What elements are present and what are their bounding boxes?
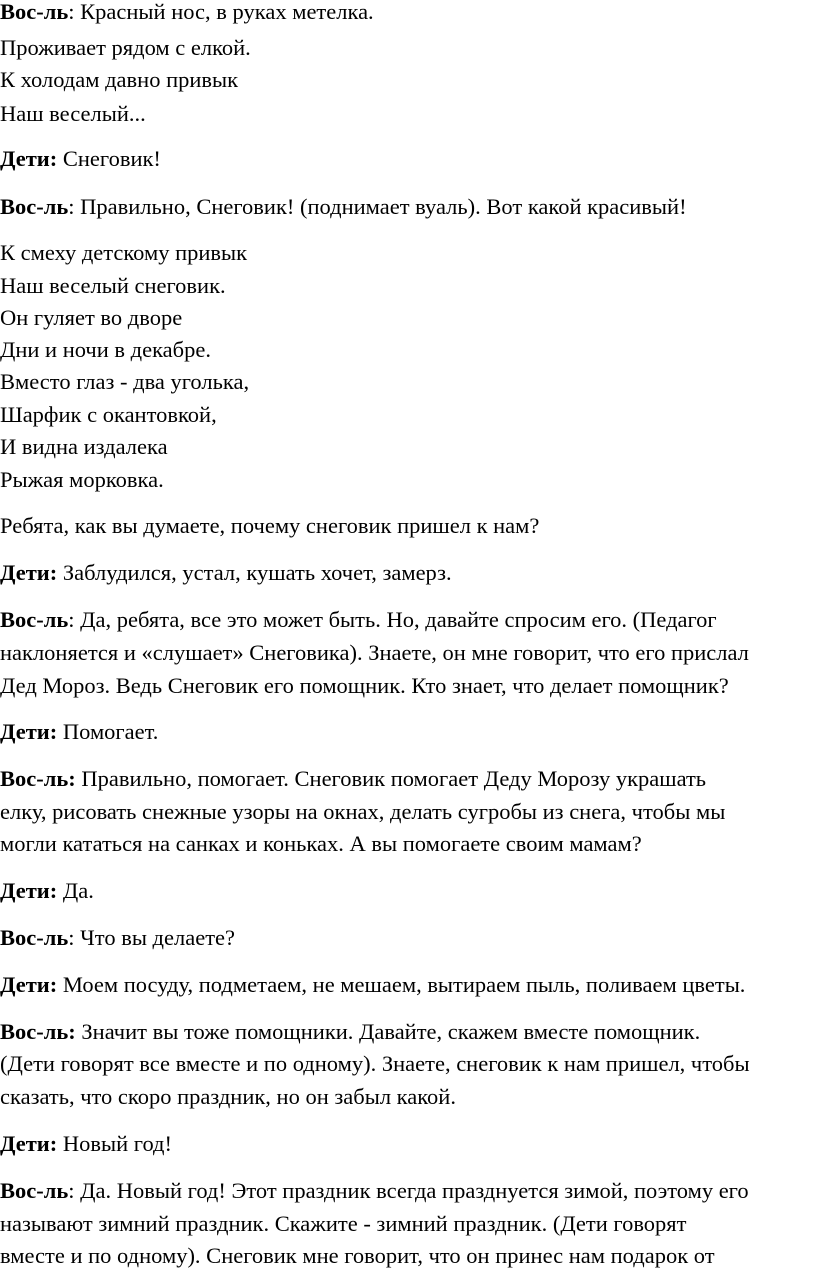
paragraph-line xyxy=(0,1049,750,1079)
speaker-label: Дети: xyxy=(0,146,58,171)
line-text: Наш веселый... xyxy=(0,101,146,126)
line-text: Да. Новый год! Этот праздник всегда празднуется зимой, поэтому его xyxy=(74,1178,749,1203)
line-text: Шарфик с окантовкой, xyxy=(0,402,217,427)
speaker-colon: : xyxy=(68,925,75,950)
speaker-label: Вос-ль xyxy=(0,194,69,219)
line-text: Проживает рядом с елкой. xyxy=(0,35,251,60)
line-text: И видна издалека xyxy=(0,434,168,459)
line-text: Помогает. xyxy=(57,719,159,744)
speaker-label: Вос-ль xyxy=(0,0,69,24)
paragraph-line xyxy=(0,465,164,495)
line-text: Дед Мороз. Ведь Снеговик его помощник. Кто знает, что делает помощник? xyxy=(0,673,729,698)
line-text: Вместо глаз - два уголька, xyxy=(0,369,250,394)
paragraph-line xyxy=(0,829,642,859)
line-text: Моем посуду, подметаем, не мешаем, вытираем пыль, поливаем цветы. xyxy=(57,972,746,997)
speaker-label: Дети: xyxy=(0,1131,58,1156)
paragraph-line xyxy=(0,638,749,668)
line-text: Дни и ночи в декабре. xyxy=(0,337,211,362)
line-text: наклоняется и «слушает» Снеговика). Знаете, он мне говорит, что его прислал xyxy=(0,640,749,665)
paragraph-line xyxy=(0,717,158,747)
paragraph-line xyxy=(0,511,539,541)
paragraph-line xyxy=(0,238,247,268)
paragraph-line xyxy=(0,33,251,63)
line-text: Что вы делаете? xyxy=(74,925,235,950)
line-text: К холодам давно привык xyxy=(0,67,239,92)
line-text: Красный нос, в руках метелка. xyxy=(74,0,374,24)
paragraph-line xyxy=(0,0,374,27)
speaker-label: Вос-ль xyxy=(0,925,69,950)
speaker-colon: : xyxy=(68,607,75,632)
line-text: Правильно, помогает. Снеговик помогает Деду Морозу украшать xyxy=(75,766,707,791)
speaker-label: Дети: xyxy=(0,560,58,585)
line-text: сказать, что скоро праздник, но он забыл какой. xyxy=(0,1084,456,1109)
paragraph-line xyxy=(0,764,706,794)
line-text: могли кататься на санках и коньках. А вы помогаете своим мамам? xyxy=(0,831,642,856)
paragraph-line xyxy=(0,432,168,462)
speaker-label: Дети: xyxy=(0,972,58,997)
paragraph-line xyxy=(0,1082,456,1112)
paragraph-line xyxy=(0,303,182,333)
paragraph-line xyxy=(0,367,249,397)
line-text: (Дети говорят все вместе и по одному). Знаете, снеговик к нам пришел, чтобы xyxy=(0,1051,750,1076)
line-text: Снеговик! xyxy=(57,146,161,171)
line-text: Заблудился, устал, кушать хочет, замерз. xyxy=(57,560,452,585)
line-text: Да, ребята, все это может быть. Но, давайте спросим его. (Педагог xyxy=(74,607,717,632)
line-text: Он гуляет во дворе xyxy=(0,305,183,330)
line-text: Наш веселый снеговик. xyxy=(0,273,226,298)
line-text: Да. xyxy=(57,878,94,903)
speaker-label: Вос-ль: xyxy=(0,766,76,791)
line-text: Новый год! xyxy=(57,1131,172,1156)
line-text: Рыжая морковка. xyxy=(0,467,164,492)
speaker-colon: : xyxy=(68,1178,75,1203)
speaker-label: Вос-ль: xyxy=(0,1019,76,1044)
paragraph-line xyxy=(0,923,235,953)
speaker-label: Дети: xyxy=(0,878,58,903)
line-text: называют зимний праздник. Скажите - зимний праздник. (Дети говорят xyxy=(0,1211,687,1236)
paragraph-line xyxy=(0,144,161,174)
line-text: елку, рисовать снежные узоры на окнах, делать сугробы из снега, чтобы мы xyxy=(0,799,726,824)
paragraph-line xyxy=(0,970,745,1000)
line-text: Значит вы тоже помощники. Давайте, скажем вместе помощник. xyxy=(75,1019,701,1044)
paragraph-line xyxy=(0,671,729,701)
speaker-label: Вос-ль xyxy=(0,1178,69,1203)
paragraph-line xyxy=(0,99,146,129)
line-text: К смеху детскому привык xyxy=(0,240,248,265)
paragraph-line xyxy=(0,1129,172,1159)
speaker-label: Вос-ль xyxy=(0,607,69,632)
paragraph-line xyxy=(0,558,452,588)
paragraph-line xyxy=(0,797,725,827)
line-text: вместе и по одному). Снеговик мне говорит, что он принес нам подарок от xyxy=(0,1243,715,1268)
paragraph-line xyxy=(0,192,687,222)
speaker-colon: : xyxy=(68,0,75,24)
paragraph-line xyxy=(0,335,211,365)
paragraph-line xyxy=(0,400,217,430)
paragraph-line xyxy=(0,605,717,635)
line-text: Правильно, Снеговик! (поднимает вуаль). Вот какой красивый! xyxy=(74,194,687,219)
paragraph-line xyxy=(0,1241,715,1271)
paragraph-line xyxy=(0,876,94,906)
paragraph-line xyxy=(0,65,238,95)
paragraph-line xyxy=(0,1209,687,1239)
line-text: Ребята, как вы думаете, почему снеговик пришел к нам? xyxy=(0,513,540,538)
paragraph-line xyxy=(0,271,226,301)
speaker-colon: : xyxy=(68,194,75,219)
speaker-label: Дети: xyxy=(0,719,58,744)
paragraph-line xyxy=(0,1176,749,1206)
paragraph-line xyxy=(0,1017,700,1047)
